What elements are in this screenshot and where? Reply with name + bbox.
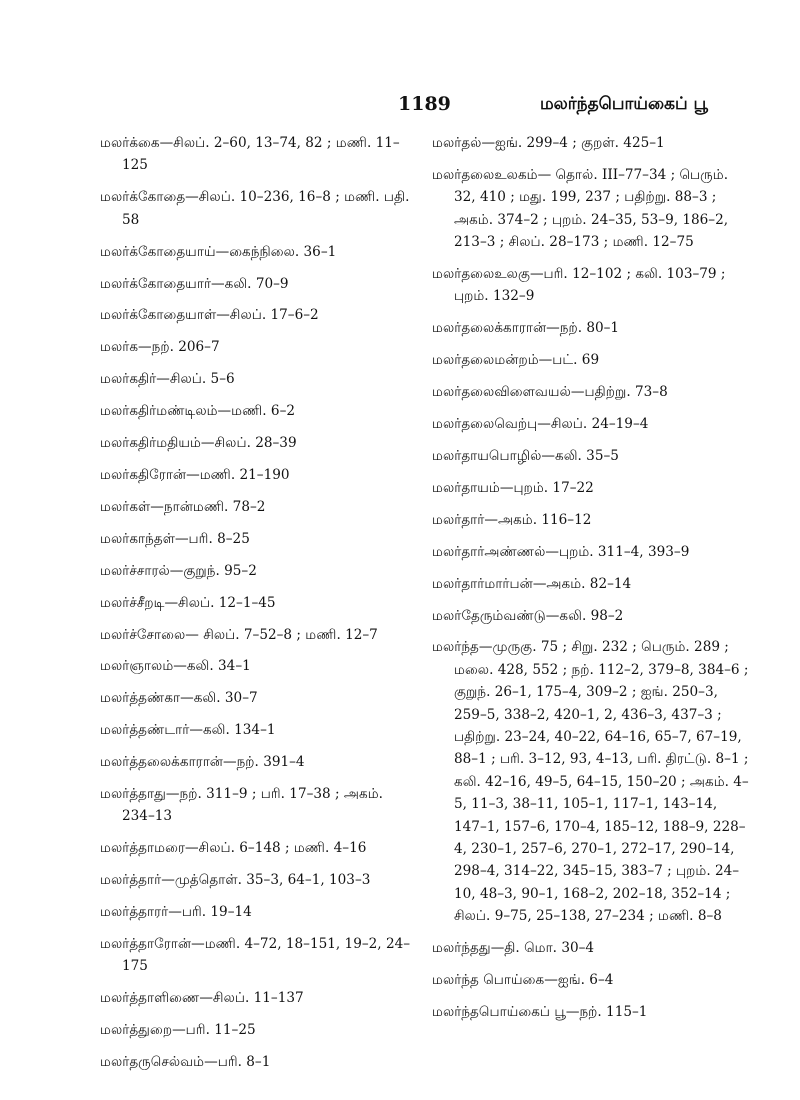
index-entry: மலர்த்தாது—நற். 311–9 ; பரி. 17–38 ; அகம். 234–13 xyxy=(100,786,383,825)
index-entry: மலர்காந்தள்—பரி. 8–25 xyxy=(100,530,250,547)
index-entry: மலர்கதிர்மதியம்—சிலப். 28–39 xyxy=(100,435,297,452)
index-entry: மலர்த்தண்டார்—கலி. 134–1 xyxy=(100,722,276,739)
index-entry: மலர்த்துறை—பரி. 11–25 xyxy=(100,1022,256,1039)
index-entry: மலர்தார்—அகம். 116–12 xyxy=(432,511,592,528)
left-column xyxy=(100,132,412,1083)
index-entry: மலர்ந்த பொய்கை—ஐங். 6–4 xyxy=(432,972,614,989)
index-entry: மலர்தல்—ஐங். 299–4 ; குறள். 425–1 xyxy=(432,135,665,151)
right-column xyxy=(432,132,750,1033)
index-entry: மலர்த்தாளிணை—சிலப். 11–137 xyxy=(100,990,304,1007)
index-entry: மலர்த்தலைக்காரான்—நற். 391–4 xyxy=(100,754,305,771)
index-entry: மலர்கள்—நான்மணி. 78–2 xyxy=(100,498,266,515)
index-entry: மலர்தலைமன்றம்—பட். 69 xyxy=(432,352,600,369)
index-entry: மலர்ஞாலம்—கலி. 34–1 xyxy=(100,658,251,675)
index-entry: மலர்த்தாமரை—சிலப். 6–148 ; மணி. 4–16 xyxy=(100,840,367,857)
index-entry: மலர்த்தாரர்—பரி. 19–14 xyxy=(100,904,252,921)
index-entry: மலர்தலைஉலகம்— தொல். III–77–34 ; பெரும். 32, 410 ; மது. 199, 237 ; பதிற்று. 88–3 ; அகம். 374–2 ; புறம். 24–35, 53–9, 186–2, 213–3 ; சிலப். 28–173 ; மணி. 12–75 xyxy=(432,166,729,251)
index-entry: மலர்தேரும்வண்டு—கலி. 98–2 xyxy=(432,607,624,624)
index-entry: மலர்க்கோதையாள்—சிலப். 17–6–2 xyxy=(100,307,319,324)
index-entry: மலர்ச்சோலை— சிலப். 7–52–8 ; மணி. 12–7 xyxy=(100,626,378,643)
index-entry: மலர்ந்தது—தி. மொ. 30–4 xyxy=(432,940,595,957)
index-entry: மலர்தாயம்—புறம். 17–22 xyxy=(432,479,594,496)
index-entry: மலர்க்கை—சிலப். 2–60, 13–74, 82 ; மணி. 11–125 xyxy=(100,135,400,174)
index-entry: மலர்கதிர்மண்டிலம்—மணி. 6–2 xyxy=(100,403,296,420)
index-entry: மலர்ச்சீறடி—சிலப். 12–1–45 xyxy=(100,594,276,611)
index-entry: மலர்ந்த—முருகு. 75 ; சிறு. 232 ; பெரும். 289 ; மலை. 428, 552 ; நற். 112–2, 379–8, 384–6 ; குறுந். 26–1, 175–4, 309–2 ; ஐங். 250–3, 259–5, 338–2, 420–1, 2, 436–3, 437–3 ; பதிற்று. 23–24, 40–22, 64–16, 65–7, 67–19, 88–1 ; பரி. 3–12, 93, 4–13, பரி. திரட்டு. 8–1 ; கலி. 42–16, 49–5, 64–15, 150–20 ; அகம். 4–5, 11–3, 38–11, 105–1, 117–1, 143–14, 147–1, 157–6, 170–4, 185–12, 188–9, 228–4, 230–1, 257–6, 270–1, 272–17, 290–14, 298–4, 314–22, 345–15, 383–7 ; புறம். 24–10, 48–3, 90–1, 168–2, 202–18, 352–14 ; சிலப். 9–75, 25–138, 27–234 ; மணி. 8–8 xyxy=(432,639,749,925)
index-entry: மலர்தருசெல்வம்—பரி. 8–1 xyxy=(100,1054,271,1071)
index-entry: மலர்தலைக்காரான்—நற். 80–1 xyxy=(432,320,620,337)
index-entry: மலர்தலைவெற்பு—சிலப். 24–19–4 xyxy=(432,416,649,433)
index-entry: மலர்க்கோதை—சிலப். 10–236, 16–8 ; மணி. பதி. 58 xyxy=(100,189,410,228)
page-number: 1189 xyxy=(398,93,451,115)
index-entry: மலர்க்கோதையார்—கலி. 70–9 xyxy=(100,275,289,292)
running-head: மலர்ந்தபொய்கைப் பூ xyxy=(540,94,708,114)
index-entry: மலர்கதிர்—சிலப். 5–6 xyxy=(100,371,235,388)
index-entry: மலர்தலைவிளைவயல்—பதிற்று. 73–8 xyxy=(432,384,668,401)
index-entry: மலர்த்தாரோன்—மணி. 4–72, 18–151, 19–2, 24–175 xyxy=(100,936,411,975)
index-entry: மலர்த்தண்கா—கலி. 30–7 xyxy=(100,690,258,707)
index-entry: மலர்த்தார்—முத்தொள். 35–3, 64–1, 103–3 xyxy=(100,872,371,889)
index-entry: மலர்தார்மார்பன்—அகம். 82–14 xyxy=(432,575,632,592)
index-entry: மலர்தார்அண்ணல்—புறம். 311–4, 393–9 xyxy=(432,543,690,560)
index-entry: மலர்கதிரோன்—மணி. 21–190 xyxy=(100,466,290,483)
index-entry: மலர்தாயபொழில்—கலி. 35–5 xyxy=(432,447,619,464)
index-entry: மலர்க்கோதையாய்—கைந்நிலை. 36–1 xyxy=(100,243,337,260)
index-entry: மலர்க—நற். 206–7 xyxy=(100,339,220,356)
index-entry: மலர்ந்தபொய்கைப் பூ—நற். 115–1 xyxy=(432,1004,648,1020)
index-entry: மலர்தலைஉலகு—பரி. 12–102 ; கலி. 103–79 ; புறம். 132–9 xyxy=(432,266,726,305)
index-entry: மலர்ச்சாரல்—குறுந். 95–2 xyxy=(100,562,257,579)
